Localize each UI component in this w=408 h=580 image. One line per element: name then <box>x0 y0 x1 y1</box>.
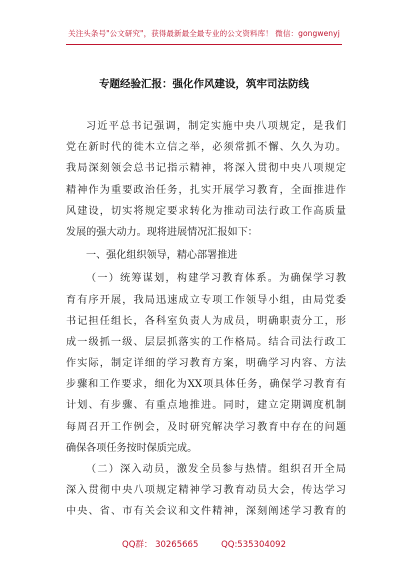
body-line: 风建设，切实将规定要求转化为推动司法行政工作高质量 <box>66 205 346 217</box>
body-line: 书记担任组长，各科室负责人为成员，明确职责分工，形 <box>66 315 346 327</box>
body-line: 党在新时代的徙木立信之举，必须常抓不懈、久久为功。 <box>66 142 346 154</box>
body-line: 一、强化组织领导，精心部署推进 <box>86 250 238 262</box>
body-line: （二）深入动员，激发全员参与热情。组织召开全局 <box>86 464 346 475</box>
body-line: 计划、有步骤、有重点地推进。同时，建立定期调度机制 <box>66 400 346 412</box>
body-line: 步骤和工作要求，细化为XX项具体任务，确保学习教育有 <box>66 379 346 391</box>
body-line: 成一级抓一级、层层抓落实的工作格局。结合司法行政工 <box>66 336 346 348</box>
header-divider <box>66 44 342 45</box>
body-line: 中央、省、市有关会议和文件精神，深刻阐述学习教育的 <box>66 506 346 518</box>
body-line: 我局深刻领会总书记指示精神，将深入贯彻中央八项规定 <box>66 163 346 175</box>
footer <box>0 538 408 550</box>
body-line: 每周召开工作例会，及时研究解决学习教育中存在的问题 <box>66 421 346 433</box>
body-line: 作实际，制定详细的学习教育方案，明确学习内容、方法 <box>66 358 346 370</box>
footer-qq-group: QQ群： 30265665 <box>122 540 199 550</box>
header-note: 关注头条号"公文研究"，获得最新最全最专业的公文资料库！ 微信：gongwenyj <box>68 29 340 38</box>
body-line: 习近平总书记强调，制定实施中央八项规定，是我们 <box>86 121 346 132</box>
document-title: 专题经验汇报：强化作风建设，筑牢司法防线 <box>99 78 309 90</box>
footer-qq: QQ:535304092 <box>221 540 286 550</box>
body-line: （一）统筹谋划，构建学习教育体系。为确保学习教 <box>86 273 346 285</box>
body-line: 精神作为重要政治任务，扎实开展学习教育，全面推进作 <box>66 184 346 196</box>
body-line: 确保各项任务按时保质完成。 <box>66 442 198 454</box>
body-line: 深入贯彻中央八项规定精神学习教育动员大会，传达学习 <box>66 485 346 497</box>
body-line: 育有序开展，我局迅速成立专项工作领导小组，由局党委 <box>66 294 346 306</box>
body-line: 发展的强大动力。现将进展情况汇报如下： <box>66 226 258 238</box>
document-body <box>66 116 346 523</box>
